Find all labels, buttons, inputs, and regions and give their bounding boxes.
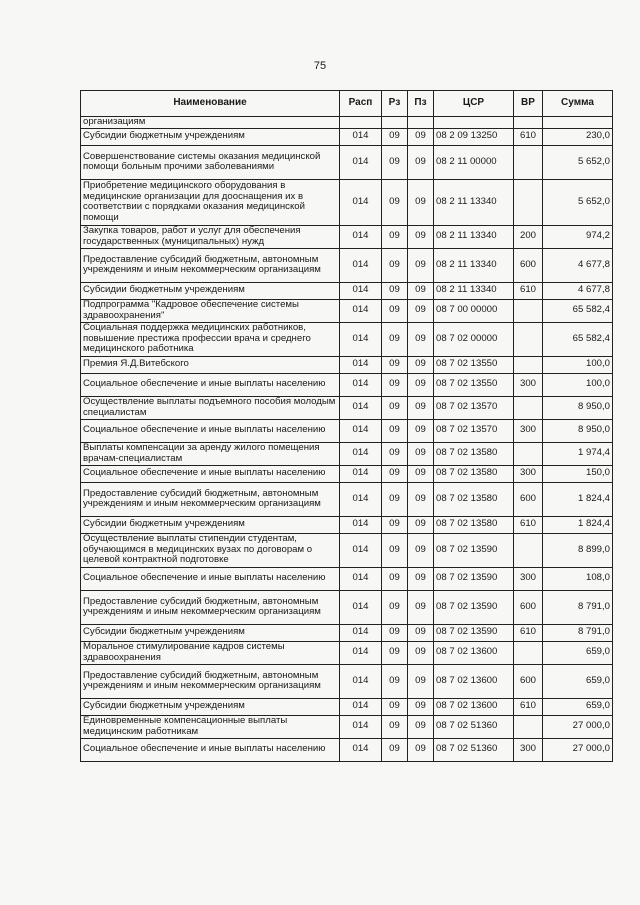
table-cell-rz: 09 (382, 299, 408, 322)
table-row (81, 516, 613, 533)
table-cell-pz: 09 (408, 516, 434, 533)
table-row (81, 145, 613, 179)
table-cell-rz: 09 (382, 482, 408, 516)
table-cell-csr: 08 2 11 13340 (434, 225, 514, 248)
table-cell-rz: 09 (382, 590, 408, 624)
table-cell-rz: 09 (382, 282, 408, 299)
table-cell-pz: 09 (408, 442, 434, 465)
table-row (81, 299, 613, 322)
table-cell-rz (382, 117, 408, 129)
table-row (81, 419, 613, 442)
table-cell-rz: 09 (382, 225, 408, 248)
table-cell-csr: 08 2 09 13250 (434, 128, 514, 145)
table-row (81, 396, 613, 419)
table-cell-rz: 09 (382, 179, 408, 225)
table-cell-rz: 09 (382, 396, 408, 419)
table-cell-csr: 08 7 00 00000 (434, 299, 514, 322)
table-cell-rasp: 014 (340, 465, 382, 482)
table-cell-vr (514, 715, 543, 738)
table-cell-vr: 610 (514, 698, 543, 715)
column-header-rz: Рз (382, 91, 408, 117)
column-header-pz: Пз (408, 91, 434, 117)
table-cell-csr: 08 7 02 13550 (434, 373, 514, 396)
table-cell-rz: 09 (382, 465, 408, 482)
table-cell-csr: 08 7 02 51360 (434, 738, 514, 761)
table-cell-vr: 610 (514, 282, 543, 299)
table-cell-csr: 08 7 02 13590 (434, 590, 514, 624)
table-row (81, 482, 613, 516)
table-cell-sum: 27 000,0 (543, 738, 613, 761)
table-cell-pz: 09 (408, 641, 434, 664)
table-cell-vr (514, 396, 543, 419)
table-cell-name: Предоставление субсидий бюджетным, автономным учреждениям и иным некоммерческим организациям (81, 590, 340, 624)
table-cell-pz: 09 (408, 299, 434, 322)
table-cell-rasp: 014 (340, 533, 382, 567)
table-cell-rasp: 014 (340, 442, 382, 465)
table-cell-rz: 09 (382, 356, 408, 373)
table-cell-csr: 08 2 11 13340 (434, 282, 514, 299)
table-cell-csr: 08 7 02 13580 (434, 465, 514, 482)
table-cell-pz: 09 (408, 533, 434, 567)
table-cell-name: организациям (81, 117, 340, 129)
table-cell-rz: 09 (382, 373, 408, 396)
table-cell-pz: 09 (408, 128, 434, 145)
table-row (81, 248, 613, 282)
table-cell-sum: 1 824,4 (543, 516, 613, 533)
table-row (81, 442, 613, 465)
table-cell-vr (514, 179, 543, 225)
table-cell-name: Социальное обеспечение и иные выплаты населению (81, 373, 340, 396)
table-cell-rasp: 014 (340, 282, 382, 299)
table-row (81, 624, 613, 641)
table-cell-csr: 08 7 02 13600 (434, 664, 514, 698)
table-row (81, 282, 613, 299)
table-cell-csr: 08 7 02 13580 (434, 482, 514, 516)
table-cell-vr (514, 145, 543, 179)
table-cell-rasp: 014 (340, 396, 382, 419)
table-cell-pz: 09 (408, 356, 434, 373)
table-cell-rz: 09 (382, 419, 408, 442)
table-cell-vr: 300 (514, 465, 543, 482)
table-cell-pz: 09 (408, 419, 434, 442)
table-cell-csr: 08 2 11 13340 (434, 179, 514, 225)
table-cell-pz (408, 117, 434, 129)
table-cell-rz: 09 (382, 664, 408, 698)
table-cell-csr: 08 7 02 13550 (434, 356, 514, 373)
table-row (81, 322, 613, 356)
table-cell-pz: 09 (408, 738, 434, 761)
table-cell-rasp: 014 (340, 145, 382, 179)
table-row (81, 179, 613, 225)
table-cell-rz: 09 (382, 248, 408, 282)
table-row (81, 567, 613, 590)
table-cell-name: Приобретение медицинского оборудования в медицинские организации для дооснащения их в соответствии с порядками оказания медицинской помощи (81, 179, 340, 225)
table-cell-rasp (340, 117, 382, 129)
table-cell-rasp: 014 (340, 516, 382, 533)
table-cell-sum: 659,0 (543, 664, 613, 698)
table-cell-sum: 108,0 (543, 567, 613, 590)
table-cell-rasp: 014 (340, 299, 382, 322)
table-cell-rz: 09 (382, 322, 408, 356)
table-cell-rz: 09 (382, 145, 408, 179)
table-cell-name: Моральное стимулирование кадров системы здравоохранения (81, 641, 340, 664)
table-cell-csr: 08 7 02 13590 (434, 567, 514, 590)
table-cell-name: Субсидии бюджетным учреждениям (81, 516, 340, 533)
table-row (81, 715, 613, 738)
table-row (81, 128, 613, 145)
table-cell-sum: 27 000,0 (543, 715, 613, 738)
table-row (81, 373, 613, 396)
table-cell-rz: 09 (382, 641, 408, 664)
table-cell-sum: 100,0 (543, 373, 613, 396)
table-cell-pz: 09 (408, 179, 434, 225)
table-cell-rasp: 014 (340, 738, 382, 761)
table-cell-name: Социальное обеспечение и иные выплаты населению (81, 419, 340, 442)
column-header-rasp: Расп (340, 91, 382, 117)
table-cell-name: Субсидии бюджетным учреждениям (81, 282, 340, 299)
table-cell-vr: 610 (514, 624, 543, 641)
table-cell-pz: 09 (408, 715, 434, 738)
table-cell-name: Социальное обеспечение и иные выплаты населению (81, 567, 340, 590)
table-cell-name: Премия Я.Д.Витебского (81, 356, 340, 373)
table-header-row (81, 91, 613, 117)
table-cell-name: Осуществление выплаты подъемного пособия молодым специалистам (81, 396, 340, 419)
table-cell-rasp: 014 (340, 590, 382, 624)
table-cell-vr: 610 (514, 516, 543, 533)
table-cell-vr (514, 442, 543, 465)
table-cell-pz: 09 (408, 225, 434, 248)
table-cell-vr: 300 (514, 373, 543, 396)
table-cell-rasp: 014 (340, 664, 382, 698)
table-cell-vr: 600 (514, 248, 543, 282)
table-cell-vr: 600 (514, 590, 543, 624)
column-header-name: Наименование (81, 91, 340, 117)
table-cell-sum: 65 582,4 (543, 299, 613, 322)
table-cell-sum: 1 824,4 (543, 482, 613, 516)
table-cell-sum: 5 652,0 (543, 145, 613, 179)
table-cell-vr (514, 117, 543, 129)
table-cell-csr: 08 7 02 13570 (434, 396, 514, 419)
table-cell-sum: 659,0 (543, 641, 613, 664)
table-cell-sum: 4 677,8 (543, 282, 613, 299)
table-cell-rz: 09 (382, 738, 408, 761)
table-cell-name: Совершенствование системы оказания медицинской помощи больным прочими заболеваниями (81, 145, 340, 179)
table-cell-rz: 09 (382, 442, 408, 465)
table-row (81, 641, 613, 664)
table-cell-pz: 09 (408, 624, 434, 641)
table-cell-vr: 600 (514, 482, 543, 516)
table-cell-rasp: 014 (340, 419, 382, 442)
table-cell-csr: 08 2 11 13340 (434, 248, 514, 282)
table-cell-rz: 09 (382, 698, 408, 715)
table-cell-pz: 09 (408, 396, 434, 419)
table-cell-rasp: 014 (340, 624, 382, 641)
table-cell-pz: 09 (408, 482, 434, 516)
table-cell-sum (543, 117, 613, 129)
table-cell-sum: 5 652,0 (543, 179, 613, 225)
table-cell-rasp: 014 (340, 225, 382, 248)
table-cell-csr (434, 117, 514, 129)
table-cell-name: Единовременные компенсационные выплаты медицинским работникам (81, 715, 340, 738)
table-cell-name: Предоставление субсидий бюджетным, автономным учреждениям и иным некоммерческим организациям (81, 248, 340, 282)
table-cell-rz: 09 (382, 128, 408, 145)
table-cell-pz: 09 (408, 248, 434, 282)
table-cell-sum: 659,0 (543, 698, 613, 715)
table-cell-sum: 1 974,4 (543, 442, 613, 465)
table-cell-csr: 08 7 02 13600 (434, 698, 514, 715)
column-header-vr: ВР (514, 91, 543, 117)
table-row (81, 356, 613, 373)
table-cell-rz: 09 (382, 715, 408, 738)
table-cell-name: Предоставление субсидий бюджетным, автономным учреждениям и иным некоммерческим организациям (81, 482, 340, 516)
budget-table (80, 90, 613, 762)
table-row (81, 738, 613, 761)
table-cell-rasp: 014 (340, 698, 382, 715)
table-cell-rasp: 014 (340, 322, 382, 356)
table-cell-name: Закупка товаров, работ и услуг для обеспечения государственных (муниципальных) нужд (81, 225, 340, 248)
table-cell-csr: 08 7 02 51360 (434, 715, 514, 738)
table-cell-pz: 09 (408, 145, 434, 179)
table-row (81, 533, 613, 567)
table-cell-rasp: 014 (340, 356, 382, 373)
table-cell-vr (514, 533, 543, 567)
table-cell-name: Социальное обеспечение и иные выплаты населению (81, 738, 340, 761)
table-cell-vr (514, 356, 543, 373)
table-cell-sum: 100,0 (543, 356, 613, 373)
table-cell-name: Субсидии бюджетным учреждениям (81, 624, 340, 641)
table-cell-rasp: 014 (340, 567, 382, 590)
table-cell-rz: 09 (382, 624, 408, 641)
table-row (81, 117, 613, 129)
table-cell-sum: 8 950,0 (543, 396, 613, 419)
table-cell-name: Выплаты компенсации за аренду жилого помещения врачам-специалистам (81, 442, 340, 465)
table-cell-pz: 09 (408, 373, 434, 396)
table-cell-sum: 8 791,0 (543, 590, 613, 624)
table-cell-csr: 08 7 02 13600 (434, 641, 514, 664)
column-header-sum: Сумма (543, 91, 613, 117)
table-row (81, 664, 613, 698)
table-row (81, 465, 613, 482)
table-cell-csr: 08 7 02 13580 (434, 516, 514, 533)
table-cell-vr (514, 322, 543, 356)
table-cell-sum: 8 791,0 (543, 624, 613, 641)
table-cell-rasp: 014 (340, 715, 382, 738)
table-cell-name: Социальная поддержка медицинских работников, повышение престижа профессии врача и среднего медицинского работника (81, 322, 340, 356)
table-cell-rasp: 014 (340, 179, 382, 225)
table-cell-sum: 230,0 (543, 128, 613, 145)
table-cell-csr: 08 7 02 13580 (434, 442, 514, 465)
table-cell-pz: 09 (408, 567, 434, 590)
table-cell-pz: 09 (408, 465, 434, 482)
table-cell-name: Социальное обеспечение и иные выплаты населению (81, 465, 340, 482)
table-row (81, 590, 613, 624)
table-cell-rz: 09 (382, 533, 408, 567)
table-row (81, 225, 613, 248)
table-cell-csr: 08 7 02 13570 (434, 419, 514, 442)
table-cell-pz: 09 (408, 590, 434, 624)
table-cell-pz: 09 (408, 664, 434, 698)
table-cell-pz: 09 (408, 282, 434, 299)
table-cell-rz: 09 (382, 567, 408, 590)
table-cell-vr: 200 (514, 225, 543, 248)
table-cell-vr: 610 (514, 128, 543, 145)
table-cell-name: Осуществление выплаты стипендии студентам, обучающимся в медицинских вузах по договорам о целевой контрактной подготовке (81, 533, 340, 567)
table-cell-sum: 4 677,8 (543, 248, 613, 282)
table-cell-rz: 09 (382, 516, 408, 533)
table-cell-pz: 09 (408, 698, 434, 715)
table-row (81, 698, 613, 715)
table-cell-rasp: 014 (340, 373, 382, 396)
table-cell-csr: 08 7 02 13590 (434, 533, 514, 567)
table-cell-csr: 08 7 02 00000 (434, 322, 514, 356)
table-cell-rasp: 014 (340, 248, 382, 282)
table-cell-rasp: 014 (340, 641, 382, 664)
table-cell-name: Предоставление субсидий бюджетным, автономным учреждениям и иным некоммерческим организациям (81, 664, 340, 698)
table-cell-pz: 09 (408, 322, 434, 356)
table-cell-csr: 08 7 02 13590 (434, 624, 514, 641)
table-cell-rasp: 014 (340, 482, 382, 516)
table-cell-vr (514, 299, 543, 322)
table-cell-vr: 600 (514, 664, 543, 698)
table-cell-vr: 300 (514, 567, 543, 590)
table-cell-sum: 8 950,0 (543, 419, 613, 442)
table-cell-sum: 974,2 (543, 225, 613, 248)
table-cell-csr: 08 2 11 00000 (434, 145, 514, 179)
table-cell-name: Субсидии бюджетным учреждениям (81, 128, 340, 145)
page-number: 75 (313, 60, 327, 72)
table-cell-rasp: 014 (340, 128, 382, 145)
table-cell-name: Подпрограмма "Кадровое обеспечение системы здравоохранения" (81, 299, 340, 322)
table-cell-sum: 150,0 (543, 465, 613, 482)
table-cell-vr: 300 (514, 419, 543, 442)
column-header-csr: ЦСР (434, 91, 514, 117)
table-cell-vr (514, 641, 543, 664)
table-cell-sum: 8 899,0 (543, 533, 613, 567)
table-cell-sum: 65 582,4 (543, 322, 613, 356)
table-cell-name: Субсидии бюджетным учреждениям (81, 698, 340, 715)
table-cell-vr: 300 (514, 738, 543, 761)
